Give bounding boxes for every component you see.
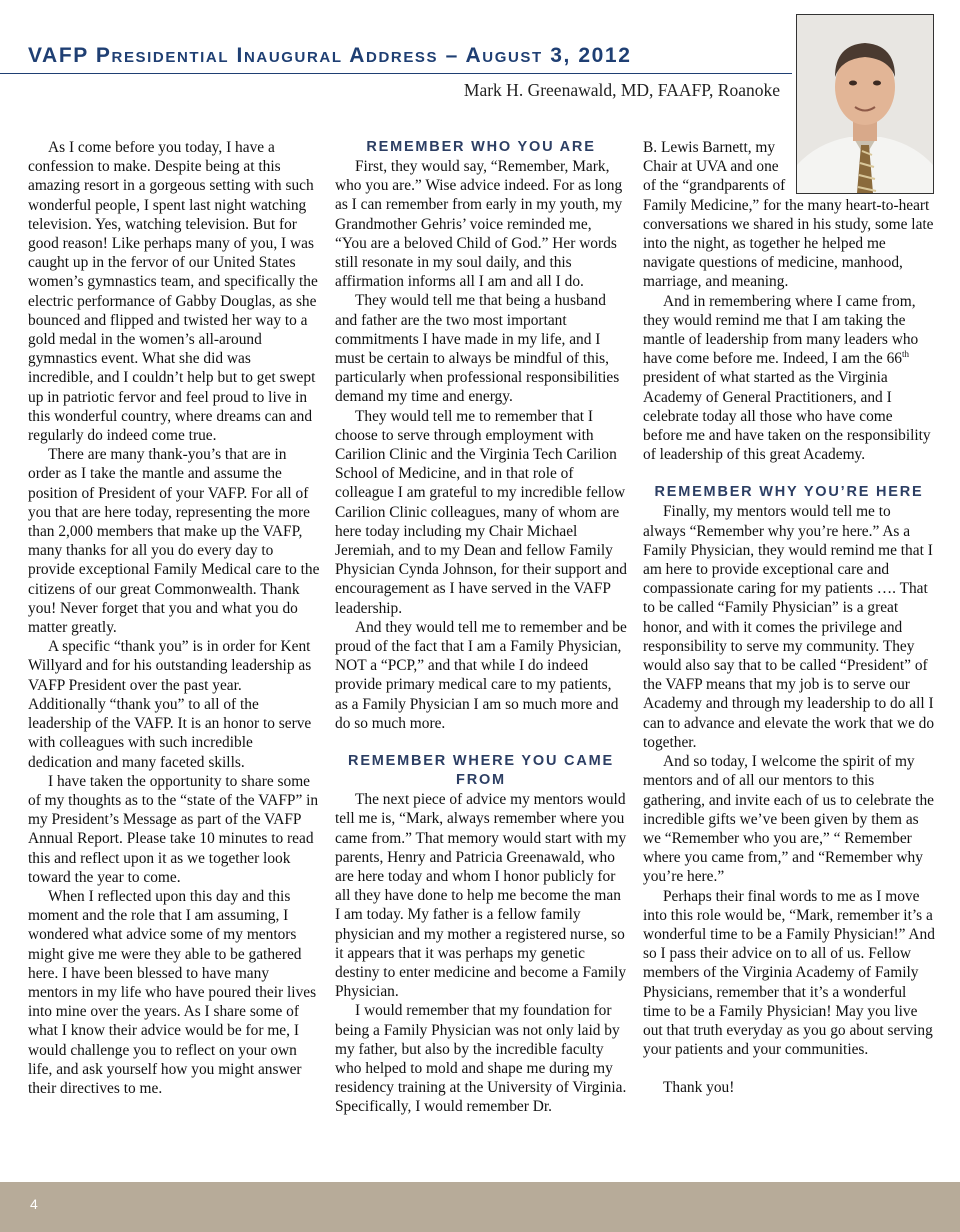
article-column-2 xyxy=(335,138,627,1117)
paragraph: A specific “thank you” is in order for Kent Willyard and for his outstanding leadership as VAFP President over the past year. Additionally “thank you” to all of the leadership of the VAFP. It is an honor to serve with colleagues with such incredible dedication and many faceted skills. xyxy=(28,638,312,771)
article-column-3 xyxy=(643,138,935,1098)
article-column-1 xyxy=(28,138,320,1098)
page-number: 4 xyxy=(30,1196,38,1212)
paragraph: Perhaps their final words to me as I move into this role would be, “Mark, remember it’s a wonderful time to be a Family Physician!” And so I pass their advice on to all of us. Fellow members of the Virginia Academy of Family Physicians, remember that it’s a wonderful time to be a Family Physician! May you live out that truth everyday as you go about serving your patients and your communities. xyxy=(643,887,935,1059)
paragraph-text: And in remembering where I came from, they would remind me that I am taking the mantle of leadership from many leaders who have come before me. Indeed, I am the 66 xyxy=(643,292,919,368)
paragraph: I have taken the opportunity to share some of my thoughts as to the “state of the VAFP” in my President’s Message as part of the VAFP Annual Report. Please take 10 minutes to read this and reflect upon it as we together look toward the year to come. xyxy=(28,772,319,886)
section-heading-where-you-came-from: REMEMBER WHERE YOU CAME FROM xyxy=(348,753,614,789)
paragraph xyxy=(643,292,935,465)
paragraph: First, they would say, “Remember, Mark, who you are.” Wise advice indeed. For as long as I can remember from early in my youth, my Grandmother Gehris’ voice reminded me, “You are a beloved Child of God.” Her words still resonate in my soul daily, and this affirmation informs all I am and all I do. xyxy=(335,158,623,291)
paragraph-text: president of what started as the Virginia Academy of General Practitioners, and I celebrate today all those who have come before me and have taken on the responsibility of leadership of this great Academy. xyxy=(643,369,931,464)
paragraph: Family Medicine,” for the many heart-to-heart conversations we shared in his study, some late into the night, as together he helped me navigate questions of medicine, manhood, marriage, and meaning. xyxy=(643,196,934,291)
paragraph: When I reflected upon this day and this moment and the role that I am assuming, I wondered what advice some of my mentors might give me were they able to be gathered here. I have been blessed to have many mentors in my life who have poured their lives into mine over the years. As I share some of what I know their advice would be for me, I would challenge you to reflect on your own life, and ask yourself how you might answer their directives to me. xyxy=(28,887,317,1097)
section-heading-why-youre-here: REMEMBER WHY YOU’RE HERE xyxy=(654,484,924,501)
paragraph: I would remember that my foundation for being a Family Physician was not only laid by my father, but also by the incredible faculty who helped to mold and shape me during my residency training at the University of Virginia. Specifically, I would remember Dr. xyxy=(335,1002,627,1116)
paragraph: They would tell me to remember that I choose to serve through employment with Carilion Clinic and the Virginia Tech Carilion School of Medicine, and in that role of colleague I am grateful to my incredible fellow Carilion Clinic colleagues, many of whom are here today including my Chair Michael Jeremiah, and to my Dean and fellow Family Physician Cynda Johnson, for their support and encouragement as I have served in the VAFP leadership. xyxy=(335,407,627,617)
closing-line: Thank you! xyxy=(663,1079,735,1097)
author-byline: Mark H. Greenawald, MD, FAAFP, Roanoke xyxy=(463,80,780,100)
page-title: VAFP Presidential Inaugural Address – August 3, 2012 xyxy=(28,44,632,67)
footer-band xyxy=(0,1182,960,1232)
paragraph: Finally, my mentors would tell me to always “Remember why you’re here.” As a Family Physician, they would remind me that I am here to provide exceptional care and compassionate caring for my patients …. That to be called “Family Physician” is a great honor, and with it comes the privilege and responsibility to serve my community. They would also say that to be called “President” of the VAFP means that my job is to serve our Academy and through my leadership to do all I can to advance and elevate the work that we do together. xyxy=(643,503,935,751)
ordinal-suffix: th xyxy=(901,349,909,360)
paragraph: There are many thank-you’s that are in order as I take the mantle and assume the position of President of your VAFP. For all of you that are here today, representing the more than 2,000 members that make up the VAFP, many thanks for all you do every day to provide exceptional Family Medical care to the citizens of our great Commonwealth. Thank you! Never forget that you and what you do matter greatly. xyxy=(28,446,320,637)
title-rule xyxy=(0,73,792,74)
paragraph: The next piece of advice my mentors would tell me is, “Mark, always remember where you came from.” That memory would start with my parents, Henry and Patricia Greenawald, who are here today and whom I honor publicly for all they have done to help me become the man I am today. My father is a fellow family physician and my mother a registered nurse, so it appears that it was perhaps my genetic destiny to enter medicine and become a Family Physician. xyxy=(335,791,627,1001)
paragraph: As I come before you today, I have a confession to make. Despite being at this amazing resort in a gorgeous setting with such wonderful people, I spent last night watching television. Yes, watching television. But for good reason! Like perhaps many of you, I was caught up in the fervor of our United States women’s gymnastics team, and specifically the electric performance of Gabby Douglas, as she bounced and flipped and twisted her way to a gold medal in the women’s all-around gymnastics event. What she did was incredible, and I couldn’t help but to get swept up in patriotic fervor and feel proud to live in this wonderful country, where dreams can and regularly do indeed come true. xyxy=(28,139,318,445)
paragraph: They would tell me that being a husband and father are the two most important commitments I have made in my life, and I must be certain to always be mindful of this, particularly when professional responsibilities demand my time and energy. xyxy=(335,292,620,406)
section-heading-who-you-are: REMEMBER WHO YOU ARE xyxy=(366,139,596,155)
paragraph: And so today, I welcome the spirit of my mentors and of all our mentors to this gathering, and invite each of us to celebrate the incredible gifts we’ve been given by them as we “Remember who you are,” “ Remember where you came from,” and “Remember why you’re here.” xyxy=(643,753,935,886)
paragraph: And they would tell me to remember and be proud of the fact that I am a Family Physician, NOT a “PCP,” and that while I do indeed provide primary medical care to my patients, as a Family Physician I am so much more and do so much more. xyxy=(335,618,627,732)
paragraph: B. Lewis Barnett, my Chair at UVA and one of the “grandparents of xyxy=(643,139,786,195)
